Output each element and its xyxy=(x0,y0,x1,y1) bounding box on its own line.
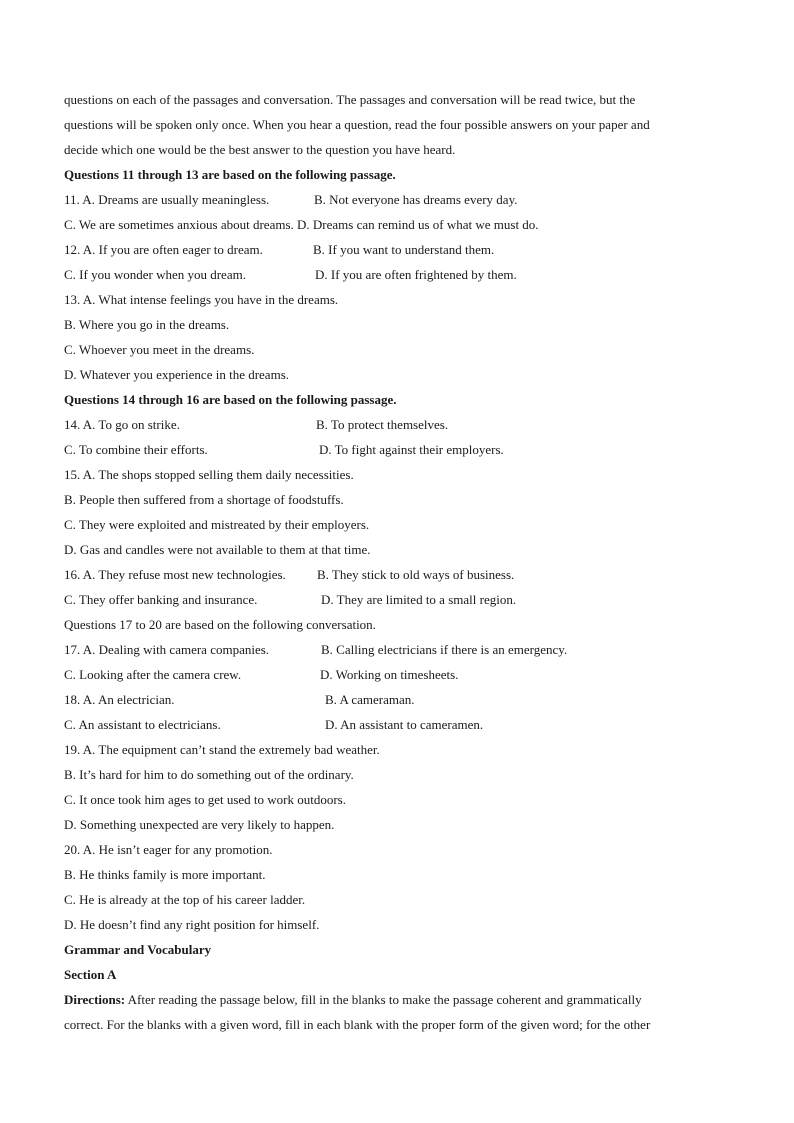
q12-option-d: D. If you are often frightened by them. xyxy=(315,267,517,282)
q18-option-c: C. An assistant to electricians. xyxy=(64,717,221,732)
intro-line-1: questions on each of the passages and conversation. The passages and conversation will be read twice, but the xyxy=(64,92,636,107)
q19-option-d: D. Something unexpected are very likely to happen. xyxy=(64,817,335,832)
q11-cd: C. We are sometimes anxious about dreams. D. Dreams can remind us of what we must do. xyxy=(64,217,539,232)
q15-option-d: D. Gas and candles were not available to them at that time. xyxy=(64,542,371,557)
q17-option-c: C. Looking after the camera crew. xyxy=(64,667,242,682)
directions-label: Directions: xyxy=(64,992,126,1007)
q11-option-a: 11. A. Dreams are usually meaningless. xyxy=(64,192,270,207)
directions-line-1 xyxy=(64,987,724,1012)
q12-option-b: B. If you want to understand them. xyxy=(313,242,495,257)
q14-option-a: 14. A. To go on strike. xyxy=(64,417,180,432)
q11-option-b: B. Not everyone has dreams every day. xyxy=(314,192,518,207)
q19-option-c: C. It once took him ages to get used to work outdoors. xyxy=(64,792,346,807)
q17-cd xyxy=(64,662,724,687)
q15-option-c: C. They were exploited and mistreated by their employers. xyxy=(64,517,370,532)
q20-option-b: B. He thinks family is more important. xyxy=(64,867,266,882)
q12-option-a: 12. A. If you are often eager to dream. xyxy=(64,242,263,257)
intro-line-2: questions will be spoken only once. When you hear a question, read the four possible answers on your paper and xyxy=(64,117,650,132)
q14-option-b: B. To protect themselves. xyxy=(316,417,449,432)
q13-option-d: D. Whatever you experience in the dreams. xyxy=(64,367,289,382)
q12-cd xyxy=(64,262,724,287)
q14-ab xyxy=(64,412,724,437)
q16-ab xyxy=(64,562,724,587)
directions-line-2: correct. For the blanks with a given word, fill in each blank with the proper form of the given word; for the other xyxy=(64,1017,651,1032)
q14-option-c: C. To combine their efforts. xyxy=(64,442,208,457)
q13-option-a: 13. A. What intense feelings you have in the dreams. xyxy=(64,292,339,307)
q11-ab xyxy=(64,187,724,212)
set2-heading: Questions 14 through 16 are based on the following passage. xyxy=(64,392,397,407)
q12-option-c: C. If you wonder when you dream. xyxy=(64,267,246,282)
q17-option-a: 17. A. Dealing with camera companies. xyxy=(64,642,270,657)
section-a-heading: Section A xyxy=(64,967,117,982)
q18-option-d: D. An assistant to cameramen. xyxy=(325,717,484,732)
q18-ab xyxy=(64,687,724,712)
directions-text-1: After reading the passage below, fill in the blanks to make the passage coherent and grammatically xyxy=(125,992,642,1007)
q14-option-d: D. To fight against their employers. xyxy=(319,442,504,457)
q18-option-a: 18. A. An electrician. xyxy=(64,692,175,707)
set3-heading: Questions 17 to 20 are based on the following conversation. xyxy=(64,617,376,632)
q17-ab xyxy=(64,637,724,662)
grammar-heading: Grammar and Vocabulary xyxy=(64,942,212,957)
q20-option-c: C. He is already at the top of his career ladder. xyxy=(64,892,306,907)
q16-option-b: B. They stick to old ways of business. xyxy=(317,567,515,582)
q17-option-b: B. Calling electricians if there is an emergency. xyxy=(321,642,568,657)
q19-option-a: 19. A. The equipment can’t stand the extremely bad weather. xyxy=(64,742,380,757)
q13-option-b: B. Where you go in the dreams. xyxy=(64,317,230,332)
q19-option-b: B. It’s hard for him to do something out of the ordinary. xyxy=(64,767,354,782)
q16-option-c: C. They offer banking and insurance. xyxy=(64,592,258,607)
q18-option-b: B. A cameraman. xyxy=(325,692,415,707)
q20-option-d: D. He doesn’t find any right position for himself. xyxy=(64,917,320,932)
q14-cd xyxy=(64,437,724,462)
q20-option-a: 20. A. He isn’t eager for any promotion. xyxy=(64,842,273,857)
q13-option-c: C. Whoever you meet in the dreams. xyxy=(64,342,255,357)
q15-option-a: 15. A. The shops stopped selling them daily necessities. xyxy=(64,467,354,482)
q16-option-d: D. They are limited to a small region. xyxy=(321,592,517,607)
page-content xyxy=(64,87,724,1037)
intro-line-3: decide which one would be the best answer to the question you have heard. xyxy=(64,142,456,157)
set1-heading: Questions 11 through 13 are based on the following passage. xyxy=(64,167,396,182)
q12-ab xyxy=(64,237,724,262)
q15-option-b: B. People then suffered from a shortage of foodstuffs. xyxy=(64,492,344,507)
q16-cd xyxy=(64,587,724,612)
q17-option-d: D. Working on timesheets. xyxy=(320,667,459,682)
q18-cd xyxy=(64,712,724,737)
q16-option-a: 16. A. They refuse most new technologies. xyxy=(64,567,286,582)
